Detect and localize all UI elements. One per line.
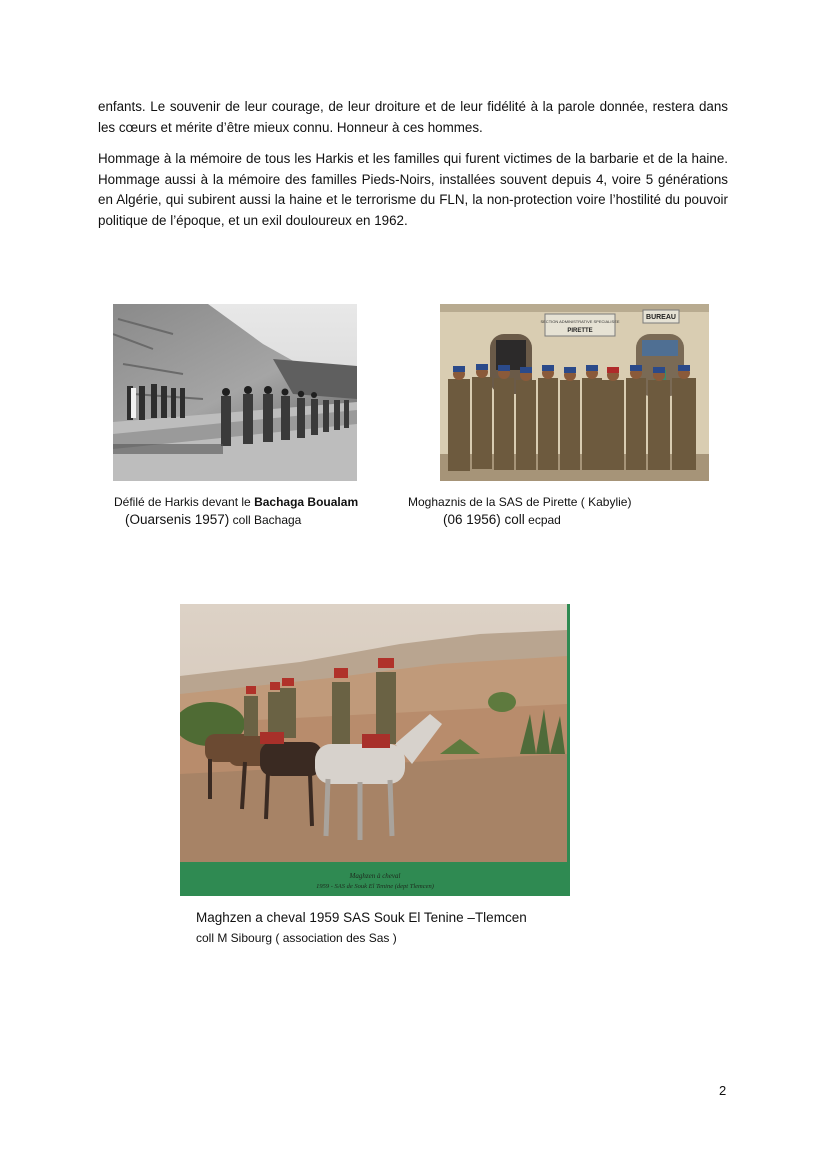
inner-caption-line1: Maghzen à cheval <box>349 872 401 880</box>
harkis-parade-photo <box>113 304 357 481</box>
photo3-caption-line1: Maghzen a cheval 1959 SAS Souk El Tenine –Tlemcen <box>196 910 527 925</box>
photo1-caption-line1: Défilé de Harkis devant le Bachaga Boualam <box>114 495 359 509</box>
sign-top-line2: PIRETTE <box>567 328 593 334</box>
maghzen-cheval-photo <box>180 604 570 896</box>
paragraph-1: enfants. Le souvenir de leur courage, de leur droiture et de leur fidélité à la parole donnée, restera dans les cœurs et mérite d’être mieux connu. Honneur à ces hommes. <box>98 99 728 135</box>
inner-caption-line2: 1959 - SAS de Souk El Tenine (dept Tlemcen) <box>316 883 434 890</box>
photo2-caption-line1: Moghaznis de la SAS de Pirette ( Kabylie) <box>408 495 632 509</box>
photo3-caption-line2: coll M Sibourg ( association des Sas ) <box>196 931 397 945</box>
sign-right: BUREAU <box>646 314 676 321</box>
paragraph-2: Hommage à la mémoire de tous les Harkis et les familles qui furent victimes de la barbarie et de la haine. Hommage aussi à la mémoire des familles Pieds-Noirs, installées souvent depuis 4, voire 5 générations en Algérie, qui subirent aussi la haine et le terrorisme du FLN, la non-protection voire l’hostilité du pouvoir politique de l’époque, et un exil douloureux en 1962. <box>98 151 728 228</box>
photo2-caption-line2: (06 1956) coll ecpad <box>443 512 561 527</box>
sign-top-line1: SECTION ADMINISTRATIVE SPECIALISEE <box>540 319 620 324</box>
page-number: 2 <box>719 1083 727 1098</box>
photo1-caption-line2: (Ouarsenis 1957) coll Bachaga <box>125 512 302 527</box>
moghaznis-pirette-photo <box>440 304 709 481</box>
